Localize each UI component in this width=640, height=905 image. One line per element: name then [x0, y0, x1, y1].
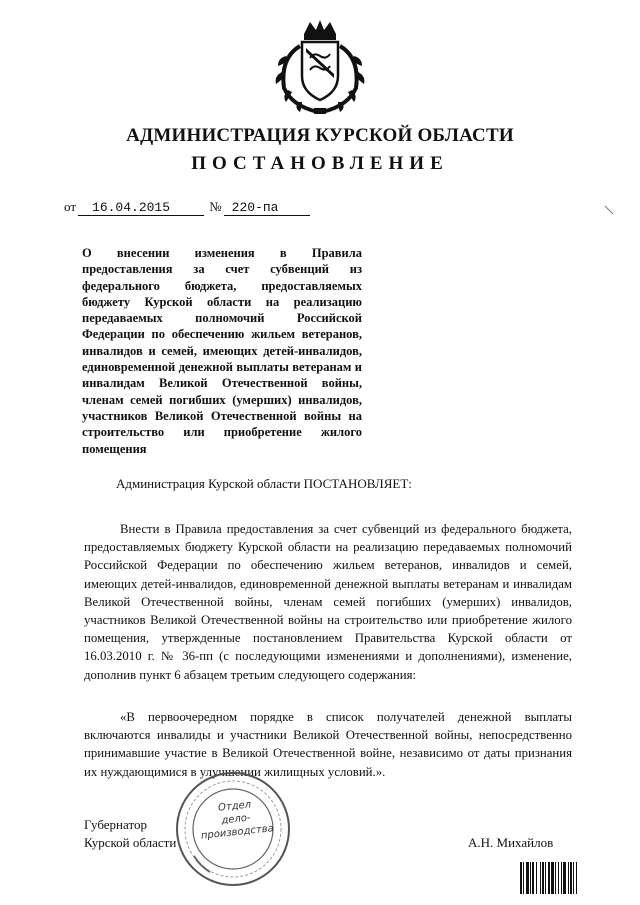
barcode-bar — [532, 862, 534, 894]
stamp-line-2: дело- — [220, 812, 252, 827]
barcode-icon — [520, 862, 616, 894]
barcode-bar — [576, 862, 577, 894]
body-paragraph-2: «В первоочередном порядке в список получателей денежной выплаты включаются инвалиды и участники Великой Отечественной войны, непосредственно принимавшие участие в Великой Отечественной войне, независимо от даты признания их нуждающимися в улучшении жилищных условий.». — [84, 710, 572, 779]
barcode-bar — [570, 862, 572, 894]
signatory-title — [84, 816, 176, 852]
date-number-line — [62, 199, 310, 216]
barcode-bar — [523, 862, 524, 894]
barcode-bar — [561, 862, 562, 894]
document-number: 220-па — [224, 201, 310, 216]
barcode-bar — [563, 862, 566, 894]
document-type-title: ПОСТАНОВЛЕНИЕ — [191, 153, 449, 174]
barcode-bar — [540, 862, 541, 894]
barcode-bar — [558, 862, 559, 894]
barcode-bar — [536, 862, 537, 894]
barcode-bar — [548, 862, 550, 894]
corner-mark-icon — [604, 205, 614, 215]
signatory-title-line-1: Губернатор — [84, 817, 147, 832]
stamp-line-1: Отдел — [217, 799, 252, 814]
document-subject: О внесении изменения в Правила предоставления за счет субвенций из федерального бюджета, предоставляемых бюджету Курской области на реализацию передаваемых полномочий Российской Федерации по обеспечению жильем ветеранов, инвалидов и семей, имеющих детей-инвалидов, единовременной денежной выплаты ветеранам и инвалидам Великой Отечественной войны, членам семей погибших (умерших) инвалидов, участников Великой Отечественной войны на строительство или приобретение жилого помещения — [82, 246, 362, 456]
signatory-title-line-2: Курской области — [84, 835, 177, 850]
document-date: 16.04.2015 — [78, 201, 204, 216]
barcode-bar — [520, 862, 522, 894]
organization-heading: АДМИНИСТРАЦИЯ КУРСКОЙ ОБЛАСТИ — [126, 125, 514, 146]
barcode-bar — [542, 862, 544, 894]
barcode-bar — [555, 862, 556, 894]
signatory-name: А.Н. Михайлов — [468, 835, 554, 850]
number-prefix: № — [209, 199, 222, 214]
barcode-bar — [526, 862, 529, 894]
coat-of-arms-icon — [266, 18, 374, 118]
barcode-bar — [551, 862, 554, 894]
date-prefix: от — [64, 199, 77, 214]
barcode-bar — [568, 862, 569, 894]
barcode-bar — [545, 862, 546, 894]
barcode-bar — [530, 862, 531, 894]
barcode-bar — [573, 862, 574, 894]
stamp-text — [194, 796, 278, 843]
body-paragraph-1: Внести в Правила предоставления за счет субвенций из федерального бюджета, предоставляемых бюджету Курской области на реализацию передаваемых полномочий Российской Федерации по обеспечению жильем ветеранов, инвалидов и семей, имеющих детей-инвалидов, единовременной денежной выплаты ветеранам и инвалидам Великой Отечественной войны, членам семей погибших (умерших) инвалидов, участников Великой Отечественной войны на строительство или приобретение жилого помещения, утвержденные постановлением Правительства Курской области от 16.03.2010 г. № 36-пп (с последующими изменениями и дополнениями), изменение, дополнив пункт 6 абзацем третьим следующего содержания: — [84, 522, 572, 682]
stamp-line-3: производства — [200, 823, 275, 842]
decree-line: Администрация Курской области ПОСТАНОВЛЯЕТ: — [116, 476, 412, 491]
